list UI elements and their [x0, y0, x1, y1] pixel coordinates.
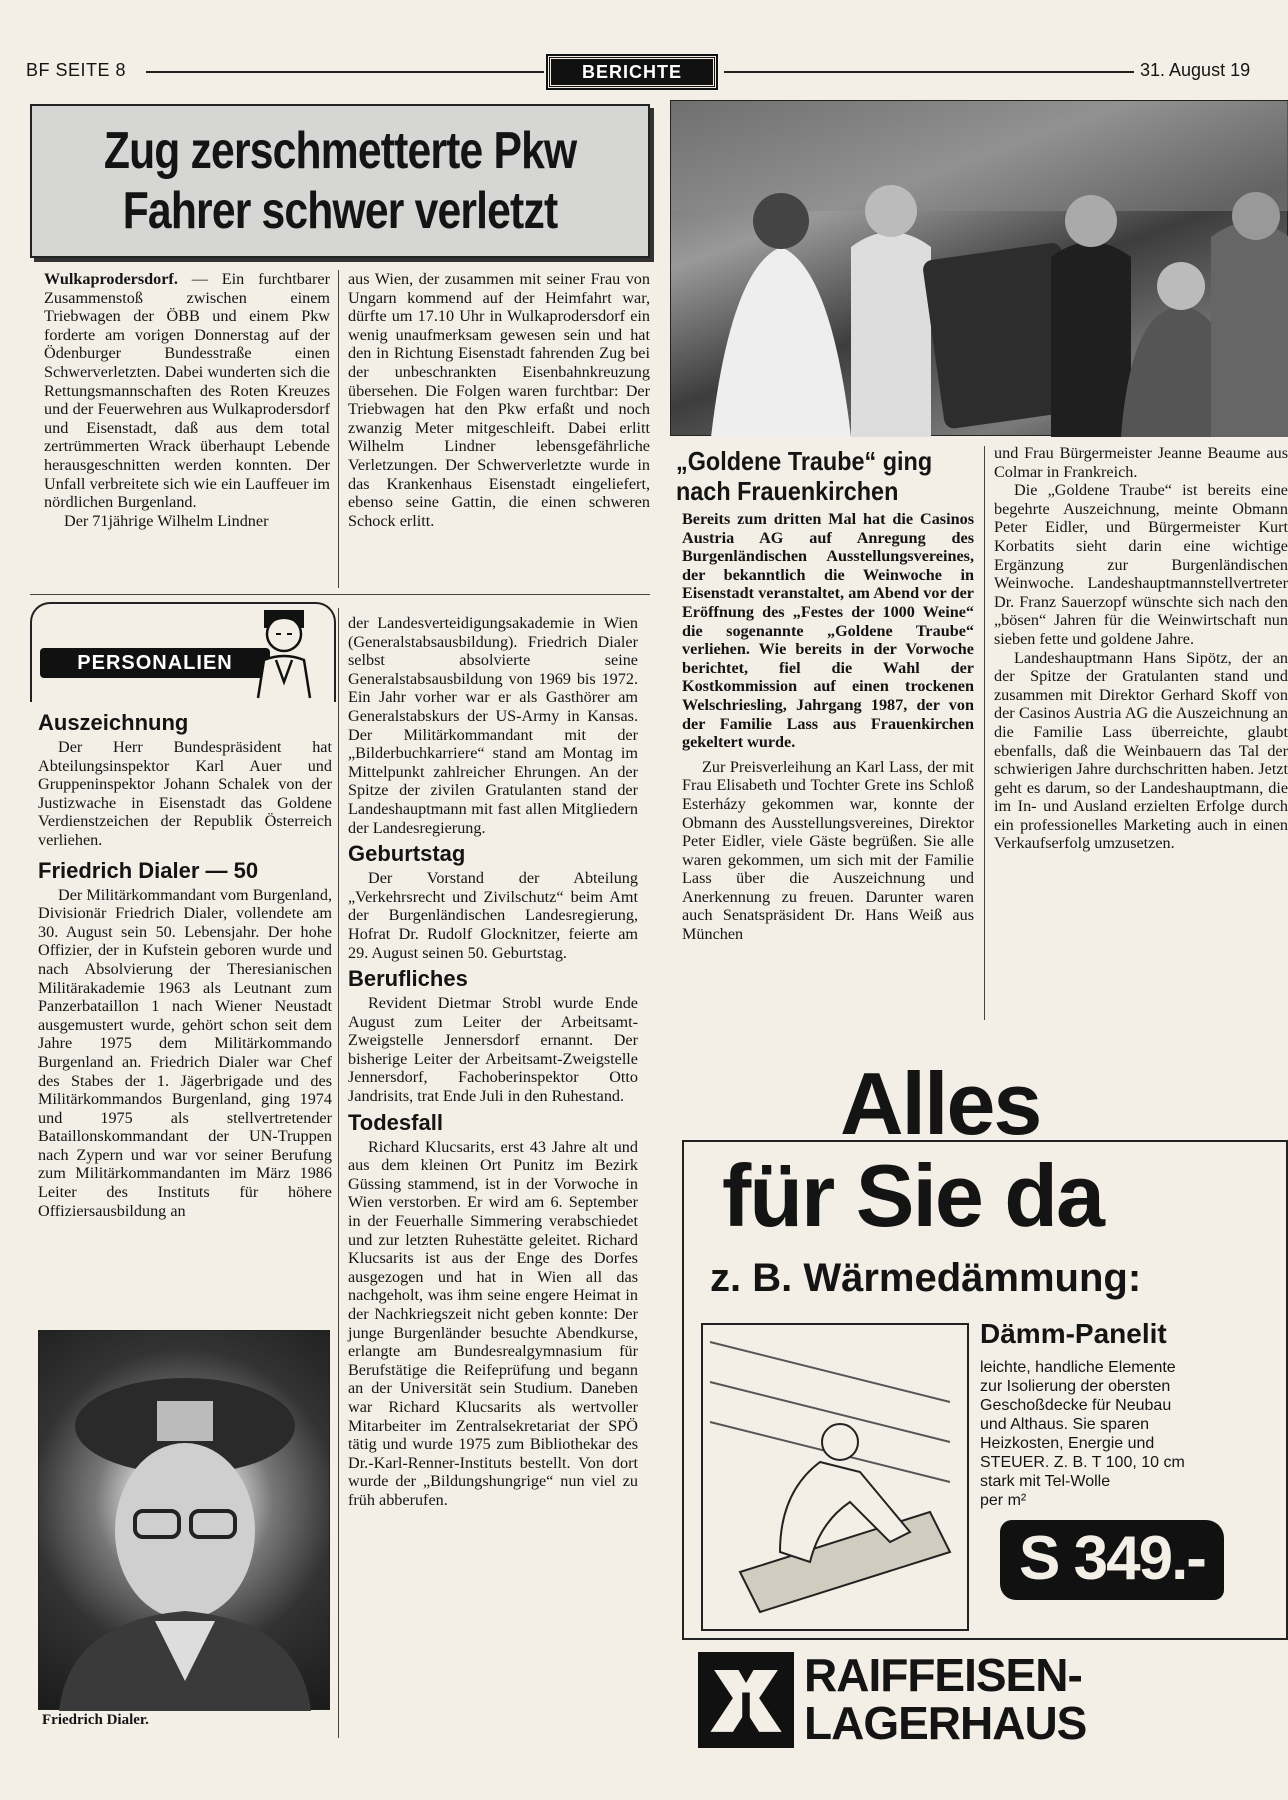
header-rule-left — [146, 71, 544, 73]
ad-headline-line2: für Sie da — [722, 1146, 1103, 1245]
raiffeisen-logo-icon — [698, 1652, 794, 1748]
ad-brand-line1: RAIFFEISEN- — [804, 1649, 1082, 1701]
article2-col2-c: Landeshauptmann Hans Sipötz, der an der Spitze der Gratulanten stand und zusammen mit Direktor Gerhard Skoff von der Casinos Austria AG die Auszeichnung an die Familie Lass überreichte, glaubt ebenfalls, daß die Weinbauern das Tal der schwierigen Jahre durchschritten haben. Jetzt geht es darum, so der Landeshauptmann, die im In- und Ausland erzielten Erfolge durch ein professionelles Marketing auch in einen Verkaufserfolg umzusetzen. — [994, 648, 1288, 853]
article2-headline-line1: „Goldene Traube“ ging — [676, 446, 933, 476]
geburtstag-title: Geburtstag — [348, 841, 466, 867]
geburtstag-text: Der Vorstand der Abteilung „Verkehrsrecht und Zivilschutz“ beim Amt der Burgenländischen Landesregierung, Hofrat Dr. Rudolf Glocknitzer, feierte am 29. August seinen 50. Geburtstag. — [348, 869, 638, 962]
todesfall-title: Todesfall — [348, 1109, 443, 1135]
ad-desc-line: Heizkosten, Energie und — [980, 1435, 1155, 1452]
insulation-worker-icon — [700, 1322, 970, 1632]
article2-col2 — [994, 444, 1288, 853]
dialer-title: Friedrich Dialer — 50 — [38, 857, 259, 883]
award-group-icon — [671, 101, 1288, 437]
ad-desc-line: per m² — [980, 1492, 1027, 1509]
ad-price-badge: S 349.- — [1000, 1520, 1224, 1600]
todesfall-text: Richard Klucsarits, erst 43 Jahre alt und aus dem kleinen Ort Punitz im Bezirk Güssing stammend, ist in der Vorwoche in Wien verstorben. Er wird am 6. September in der Feuerhalle Simmering verabschiedet und zur letzten Ruhestätte geleitet. Richard Klucsarits ist aus der Enge des Dorfes ausgezogen und hat in Wien all das nachgeholt, was ihm seine engere Heimat in der Nachkriegszeit nicht geben konnte: Der junge Burgenländer besuchte Abendkurse, erlangte am Bundesrealgymnasium für Berufstätige die Reifeprüfung und begann an der Universität sein Studium. Daneben war Richard Klucsarits als wertvoller Mitarbeiter im Zentralsekretariat der SPÖ tätig und wurde 1975 zum Bibliothekar des Dr.-Karl-Renner-Instituts bestellt. Von dort wurde der „Bildungshungrige“ nun viel zu früh abberufen. — [348, 1137, 638, 1509]
column-rule — [984, 446, 985, 1020]
dialer-photo-caption: Friedrich Dialer. — [42, 1712, 149, 1728]
article1-headline-line2: Fahrer schwer verletzt — [122, 182, 558, 240]
column-rule — [338, 608, 339, 1738]
ad-desc-line: zur Isolierung der obersten — [980, 1378, 1171, 1395]
award-ceremony-photo — [670, 100, 1288, 436]
article1-col2-text: aus Wien, der zusammen mit seiner Frau von Ungarn kommend auf der Heimfahrt war, dürfte um 17.10 Uhr in Wulkaprodersdorf ein wenig unaufmerksam gewesen sein und hat den in Richtung Eisenstadt fahrenden Zug bei der unbeschrankten Eisenbahnkreuzung übersehen. Die Folgen waren furchtbar: Der Triebwagen hat den Pkw erfaßt und noch zwanzig Meter mitgeschleift. Dabei erlitt Wilhelm Lindner lebensgefährliche Verletzungen. Der Schwerverletzte wurde in das Krankenhaus Eisenstadt eingeliefert, ebenso seine Gattin, die einen schweren Schock erlitt. — [348, 270, 650, 530]
article2-col1 — [682, 510, 974, 944]
page-number: BF SEITE 8 — [26, 60, 127, 80]
personalien-col2 — [348, 614, 638, 1510]
section-label: BERICHTE — [548, 56, 716, 88]
ad-brand-line2: LAGERHAUS — [804, 1697, 1087, 1749]
column-rule — [338, 270, 339, 588]
officer-portrait-icon — [39, 1331, 331, 1711]
ad-desc-line: Geschoßdecke für Neubau — [980, 1397, 1172, 1414]
auszeichnung-text: Der Herr Bundespräsident hat Abteilungsinspektor Karl Auer und Gruppeninspektor Johann Schalek von der Justizwache in Eisenstadt das Goldene Verdienstzeichen der Republik Österreich verliehen. — [38, 738, 332, 849]
section-rule — [30, 594, 650, 595]
header-rule-right — [724, 71, 1134, 73]
article1-headline-box — [30, 104, 650, 258]
article2-headline-line2: nach Frauenkirchen — [676, 476, 899, 506]
personalien-label: PERSONALIEN — [40, 648, 270, 678]
article1-headline-line1: Zug zerschmetterte Pkw — [103, 122, 577, 180]
article1-col2 — [348, 270, 650, 530]
personalien-col1 — [38, 706, 332, 1220]
issue-date: 31. August 19 — [1140, 60, 1251, 80]
ad-desc-line: STEUER. Z. B. T 100, 10 cm — [980, 1454, 1185, 1471]
ad-desc-line: stark mit Tel-Wolle — [980, 1473, 1111, 1490]
article2-lead: Bereits zum dritten Mal hat die Casinos Austria AG auf Anregung des Burgenländischen Ausstellungsvereines, der bekanntlich die Weinwoche in Eisenstadt veranstaltet, am Abend vor der Eröffnung des „Festes der 1000 Weine“ die sogenannte „Goldene Traube“ verliehen. Wie bereits in der Vorwoche berichtet, fiel die Wahl der Kostkommission auf einen trockenen Welschriesling, Jahrgang 1987, der von der Familie Lass aus Frauenkirchen gekeltert wurde. — [682, 510, 974, 752]
article1-col1-end: Der 71jährige Wilhelm Lindner — [64, 511, 269, 530]
berufliches-title: Berufliches — [348, 966, 468, 992]
article2-text: Zur Preisverleihung an Karl Lass, der mit Frau Elisabeth und Tochter Grete ins Schloß Esterházy gekommen war, konnte der Obmann des Ausstellungsvereines, Direktor Peter Eidler, viele Gäste begrüßen. Sie alle waren gekommen, um sich mit der Familie Lass über die Auszeichnung und Anerkennung zu freuen. Darunter waren auch Senatspräsident Dr. Hans Weiß aus München — [682, 757, 974, 944]
article2-col2-b: Die „Goldene Traube“ ist bereits eine begehrte Auszeichnung, meinte Obmann Peter Eidler, und Bürgermeister Kurt Korbatits sieht darin eine wichtige Ergänzung zur Burgenländischen Weinwoche. Landeshauptmannstellvertreter Dr. Franz Sauerzopf wünschte sich nach den „bösen“ Jahren für die Weinwirtschaft nun sieben fette und goldene Jahre. — [994, 481, 1288, 648]
article2-col2-a: und Frau Bürgermeister Jeanne Beaume aus Colmar in Frankreich. — [994, 444, 1288, 481]
article1-col1-text: — Ein furchtbarer Zusammenstoß zwischen einem Triebwagen der ÖBB und einem Pkw forderte am vorigen Donnerstag auf der Ödenburger Bundesstraße einen Schwerverletzten. Dabei wunderten sich die Rettungsmannschaften des Roten Kreuzes und der Feuerwehren aus Wulkaprodersdorf und Eisenstadt, daß aus dem total zertrümmerten Wrack überhaupt Lebende herausgeschnitten werden konnten. Der Unfall verbreitete sich wie ein Lauffeuer im nördlichen Burgenland. — [44, 270, 331, 512]
dialer-text: Der Militärkommandant vom Burgenland, Divisionär Friedrich Dialer, vollendete am 30. August sein 50. Lebensjahr. Der hohe Offizier, der in Kufstein geboren wurde und nach Absolvierung der Theresianischen Militärakademie 1963 als Leutnant zum Panzerbataillon 1 nach Wiener Neustadt ausgemustert wurde, gehört schon seit dem Jahre 1975 dem Militärkommando Burgenland an. Friedrich Dialer war Chef des Stabes der 1. Jägerbrigade und des Militärkommandos Burgenland, ging 1974 und 1975 als stellvertretender Bataillonskommandant der UN-Truppen nach Zypern und war vor seiner Berufung zum Militärkommandanten im März 1986 Leiter des Instituts für höhere Offiziersausbildung an — [38, 885, 332, 1220]
ad-subline: z. B. Wärmedämmung: — [710, 1256, 1142, 1300]
article1-place: Wulkaprodersdorf. — [44, 270, 178, 288]
berufliches-text: Revident Dietmar Strobl wurde Ende August zum Leiter der Arbeitsamt-Zweigstelle Jennersdorf ernannt. Der bisherige Leiter der Arbeitsamt-Zweigstelle Jennersdorf, Fachoberinspektor Otto Jandrisits, trat Ende Juli in den Ruhestand. — [348, 994, 638, 1106]
ad-desc-line: und Althaus. Sie sparen — [980, 1416, 1150, 1433]
dialer-photo — [38, 1330, 330, 1710]
ad-headline-line1: Alles — [840, 1054, 1041, 1153]
auszeichnung-title: Auszeichnung — [38, 710, 189, 735]
ad-desc-line: leichte, handliche Elemente — [980, 1359, 1176, 1376]
article2-headline — [676, 446, 986, 506]
ad-description — [980, 1358, 1280, 1510]
dialer-text-cont: der Landesverteidigungsakademie in Wien (Generalstabsausbildung). Friedrich Dialer selbst absolvierte seine Generalstabsausbildung von 1969 bis 1972. Ein Jahr vorher war er als Gasthörer am Generalstabskurs der US-Army in Kansas. Der Militärkommandant mit der „Bilderbuchkarriere“ stand am Montag im Mittelpunkt zahlreicher Ehrungen. An der Spitze der zivilen Gratulanten stand der Landeshauptmann mit fast allen Mitgliedern der Landesregierung. — [348, 614, 638, 837]
article1-col1 — [44, 270, 330, 530]
ad-product-name: Dämm-Panelit — [980, 1318, 1167, 1349]
personalien-figure-icon — [236, 604, 332, 700]
